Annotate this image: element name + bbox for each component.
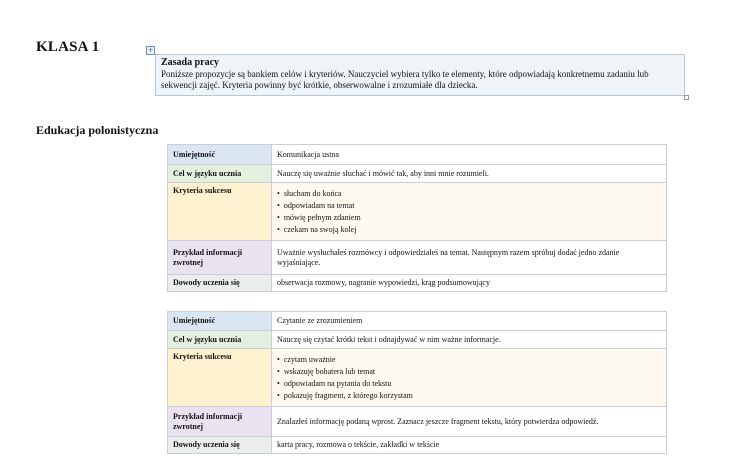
list-item: • słucham do końca — [277, 188, 661, 200]
feedback-row — [168, 241, 667, 275]
feedback-value: Uważnie wysłuchałeś rozmówcy i odpowiedziałeś na temat. Następnym razem spróbuj dodać jedno zdanie wyjaśniające. — [272, 241, 667, 275]
page-title: KLASA 1 — [36, 39, 100, 55]
criteria-cell — [272, 183, 667, 241]
list-item: • pokazuję fragment, z którego korzystam — [277, 390, 661, 402]
skill-label: Umiejętność — [168, 145, 272, 165]
skill-label: Umiejętność — [168, 312, 272, 331]
skill-value: Czytanie ze zrozumieniem — [272, 312, 667, 331]
rubric-table — [167, 311, 667, 454]
evidence-value: obserwacja rozmowy, nagranie wypowiedzi, krąg podsumowujący — [272, 275, 667, 292]
criteria-row — [168, 349, 667, 407]
resize-handle[interactable] — [684, 95, 689, 100]
list-item: • odpowiadam na temat — [277, 200, 661, 212]
goal-value: Nauczę się czytać krótki tekst i odnajdywać w nim ważne informacje. — [272, 331, 667, 349]
table-move-handle-icon[interactable]: + — [147, 46, 154, 54]
goal-row — [168, 165, 667, 183]
skill-row — [168, 312, 667, 331]
evidence-row — [168, 275, 667, 292]
evidence-label: Dowody uczenia się — [168, 437, 272, 454]
goal-value: Nauczę się uważnie słuchać i mówić tak, aby inni mnie rozumieli. — [272, 165, 667, 183]
rubric-table — [167, 144, 667, 292]
goal-label: Cel w języku ucznia — [168, 165, 272, 183]
evidence-value: karta pracy, rozmowa o tekście, zakładki w tekście — [272, 437, 667, 454]
feedback-label: Przykład informacji zwrotnej — [168, 407, 272, 437]
list-item: • czytam uważnie — [277, 354, 661, 366]
list-item: • odpowiadam na pytania do tekstu — [277, 378, 661, 390]
list-item: • czekam na swoją kolej — [277, 224, 661, 236]
criteria-list — [277, 354, 661, 402]
principle-box — [155, 54, 685, 96]
goal-label: Cel w języku ucznia — [168, 331, 272, 349]
principle-title: Zasada pracy — [161, 57, 220, 68]
principle-text: Poniższe propozycje są bankiem celów i kryteriów. Nauczyciel wybiera tylko te elementy, które odpowiadają konkretnemu zadaniu lub sekwencji zajęć. Kryteria powinny być krótkie, obserwowalne i zrozumiałe dla dziecka. — [161, 69, 649, 90]
feedback-label: Przykład informacji zwrotnej — [168, 241, 272, 275]
list-item: • mówię pełnym zdaniem — [277, 212, 661, 224]
section-title: Edukacja polonistyczna — [36, 123, 159, 137]
goal-row — [168, 331, 667, 349]
skill-row — [168, 145, 667, 165]
skill-value: Komunikacja ustna — [272, 145, 667, 165]
evidence-label: Dowody uczenia się — [168, 275, 272, 292]
criteria-list — [277, 188, 661, 236]
criteria-cell — [272, 349, 667, 407]
evidence-row — [168, 437, 667, 454]
criteria-row — [168, 183, 667, 241]
feedback-value: Znalazłeś informację podaną wprost. Zaznacz jeszcze fragment tekstu, który potwierdza odpowiedź. — [272, 407, 667, 437]
criteria-label: Kryteria sukcesu — [168, 183, 272, 241]
feedback-row — [168, 407, 667, 437]
list-item: • wskazuję bohatera lub temat — [277, 366, 661, 378]
criteria-label: Kryteria sukcesu — [168, 349, 272, 407]
